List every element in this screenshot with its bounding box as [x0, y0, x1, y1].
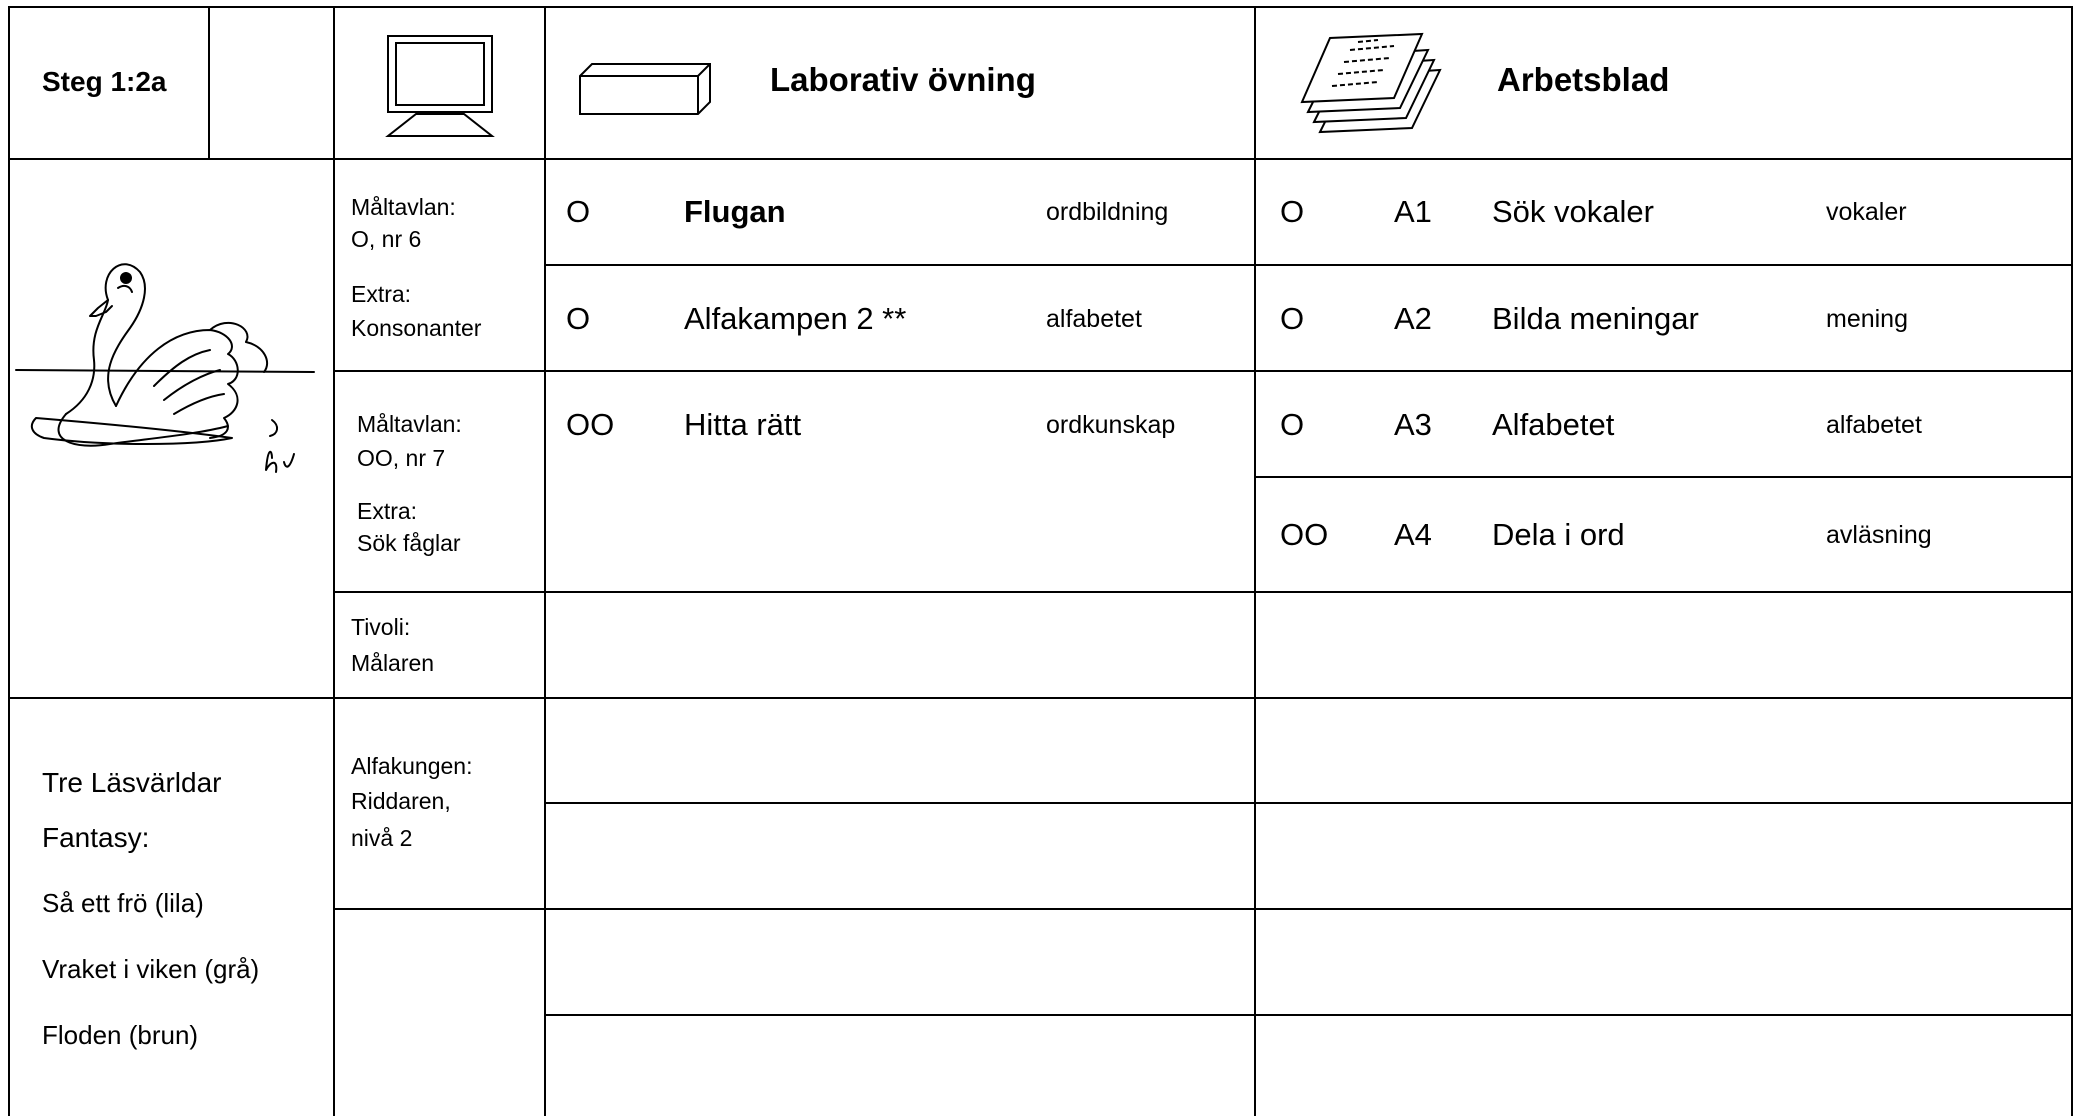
- computer-monitor-icon: [380, 30, 500, 140]
- lab-name: Hitta rätt: [684, 407, 802, 442]
- sheet-name: Dela i ord: [1492, 517, 1625, 552]
- column-divider: [1254, 6, 1256, 1116]
- sheet-topic: vokaler: [1826, 198, 1907, 226]
- book-series-subtitle: Fantasy:: [42, 822, 150, 853]
- sheet-level: OO: [1280, 517, 1329, 552]
- step-label: Steg 1:2a: [42, 66, 167, 97]
- block-box-icon: [578, 62, 712, 118]
- sheet-topic: avläsning: [1826, 521, 1932, 549]
- book-series-title: Tre Läsvärldar: [42, 767, 222, 798]
- sheet-name: Sök vokaler: [1492, 194, 1654, 229]
- computer-cell-line: Tivoli:: [351, 614, 411, 640]
- lab-name: Alfakampen 2 **: [684, 301, 907, 336]
- lab-topic: alfabetet: [1046, 305, 1142, 333]
- computer-cell-line: Alfakungen:: [351, 753, 473, 779]
- sheet-name: Bilda meningar: [1492, 301, 1699, 336]
- sheet-code: A3: [1394, 407, 1432, 442]
- sheet-code: A1: [1394, 194, 1432, 229]
- computer-cell-line: Målaren: [351, 650, 435, 676]
- sheet-topic: alfabetet: [1826, 411, 1922, 439]
- sheet-code: A4: [1394, 517, 1432, 552]
- row-divider: [8, 158, 2073, 160]
- row-divider: [544, 1014, 2073, 1016]
- computer-cell-line: Måltavlan:: [357, 411, 462, 437]
- column-divider: [333, 6, 335, 1116]
- computer-cell-line: Extra:: [357, 498, 418, 524]
- book-title: Vraket i viken (grå): [42, 954, 260, 984]
- sheet-name: Alfabetet: [1492, 407, 1615, 442]
- row-divider: [333, 591, 2073, 593]
- column-divider: [208, 6, 210, 158]
- sheet-level: O: [1280, 194, 1305, 229]
- swan-drawing: [14, 250, 314, 490]
- column-divider: [544, 6, 546, 1116]
- sheet-level: O: [1280, 407, 1305, 442]
- computer-cell-line: OO, nr 7: [357, 445, 446, 471]
- row-divider: [1254, 476, 2073, 478]
- computer-cell-line: Riddaren,: [351, 788, 451, 814]
- computer-cell-line: Sök fåglar: [357, 530, 461, 556]
- lab-topic: ordbildning: [1046, 198, 1169, 226]
- row-divider: [544, 802, 2073, 804]
- lab-level: O: [566, 194, 591, 229]
- worksheet-stack-icon: [1300, 30, 1450, 142]
- sheet-topic: mening: [1826, 305, 1908, 333]
- lab-name: Flugan: [684, 194, 786, 229]
- lab-level: O: [566, 301, 591, 336]
- row-divider: [8, 697, 2073, 699]
- lab-topic: ordkunskap: [1046, 411, 1176, 439]
- worksheet-heading: Arbetsblad: [1497, 61, 1670, 98]
- computer-cell-line: Konsonanter: [351, 315, 482, 341]
- book-title: Floden (brun): [42, 1020, 199, 1050]
- table-border-right: [2071, 6, 2073, 1116]
- book-title: Så ett frö (lila): [42, 888, 204, 918]
- table-border-top: [8, 6, 2073, 8]
- row-divider: [333, 370, 2073, 372]
- sheet-code: A2: [1394, 301, 1432, 336]
- row-divider: [544, 264, 2073, 266]
- row-divider: [333, 908, 2073, 910]
- lab-exercise-heading: Laborativ övning: [770, 61, 1036, 98]
- table-border-left: [8, 6, 10, 1116]
- computer-cell-line: Extra:: [351, 281, 412, 307]
- sheet-level: O: [1280, 301, 1305, 336]
- computer-cell-line: O, nr 6: [351, 226, 422, 252]
- computer-cell-line: nivå 2: [351, 825, 413, 851]
- lab-level: OO: [566, 407, 615, 442]
- computer-cell-line: Måltavlan:: [351, 194, 456, 220]
